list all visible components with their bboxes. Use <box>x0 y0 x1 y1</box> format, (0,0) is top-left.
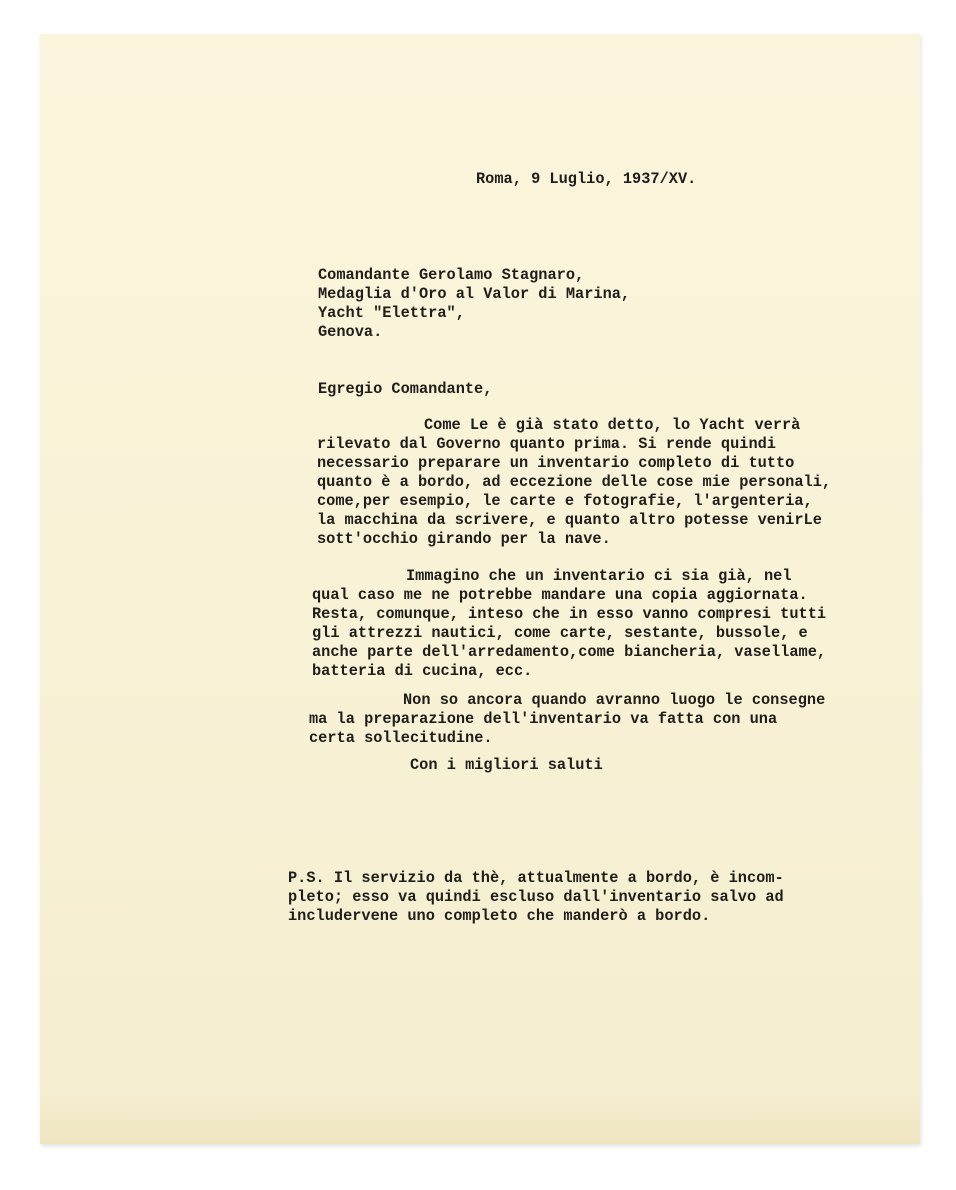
body-line: come,per esempio, le carte e fotografie, l'argenteria, <box>317 492 813 510</box>
body-line: quanto è a bordo, ad eccezione delle cose mie personali, <box>317 473 832 491</box>
salutation: Egregio Comandante, <box>318 380 493 398</box>
postscript-line: pleto; esso va quindi escluso dall'inventario salvo ad <box>288 888 784 906</box>
body-line: certa sollecitudine. <box>309 729 493 747</box>
body-line: la macchina da scrivere, e quanto altro potesse venirLe <box>317 511 822 529</box>
closing: Con i migliori saluti <box>410 756 603 774</box>
body-line: Come Le è già stato detto, lo Yacht verrà <box>424 416 801 434</box>
body-line: sott'occhio girando per la nave. <box>317 530 611 548</box>
dateline: Roma, 9 Luglio, 1937/XV. <box>476 170 697 188</box>
body-line: rilevato dal Governo quanto prima. Si rende quindi <box>317 435 776 453</box>
addressee-line: Yacht "Elettra", <box>318 304 465 322</box>
body-line: batteria di cucina, ecc. <box>312 662 533 680</box>
postscript-line: P.S. Il servizio da thè, attualmente a bordo, è incom- <box>288 869 784 887</box>
body-line: Immagino che un inventario ci sia già, nel <box>406 567 792 585</box>
addressee-line: Genova. <box>318 323 383 341</box>
body-line: anche parte dell'arredamento,come biancheria, vasellame, <box>312 643 827 661</box>
addressee-line: Comandante Gerolamo Stagnaro, <box>318 266 585 284</box>
body-line: gli attrezzi nautici, come carte, sestante, bussole, e <box>312 624 808 642</box>
addressee-line: Medaglia d'Oro al Valor di Marina, <box>318 285 631 303</box>
body-line: ma la preparazione dell'inventario va fatta con una <box>309 710 778 728</box>
body-line: qual caso me ne potrebbe mandare una copia aggiornata. <box>312 586 808 604</box>
body-line: Resta, comunque, inteso che in esso vanno compresi tutti <box>312 605 827 623</box>
body-line: necessario preparare un inventario completo di tutto <box>317 454 795 472</box>
postscript-line: includervene uno completo che manderò a bordo. <box>288 907 711 925</box>
body-line: Non so ancora quando avranno luogo le consegne <box>403 691 826 709</box>
